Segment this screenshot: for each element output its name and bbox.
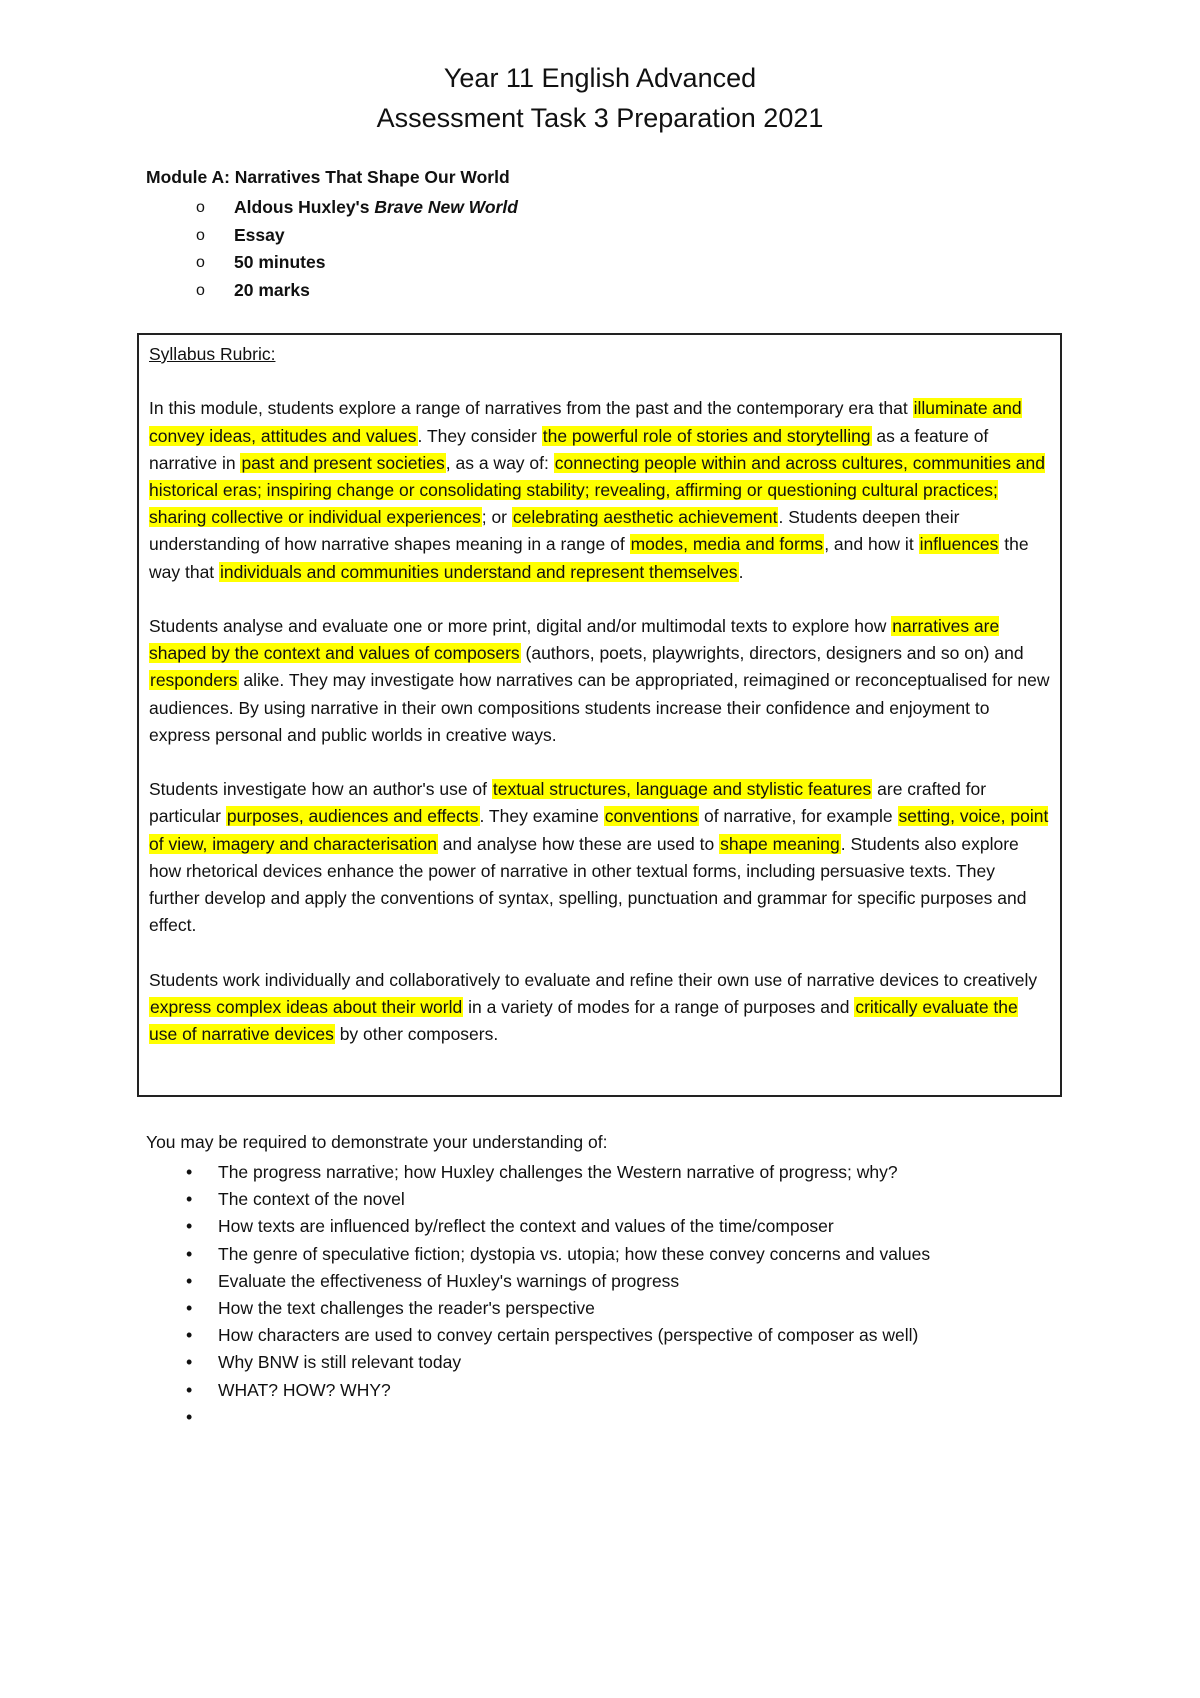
highlighted-text: illuminate and convey ideas, attitudes and values	[149, 398, 1022, 446]
rubric-paragraph	[149, 967, 1050, 1049]
requirement-item: • The genre of speculative fiction; dystopia vs. utopia; how these convey concerns and values	[186, 1241, 930, 1268]
rubric-text: and analyse how these are used to	[437, 833, 720, 854]
list-marker: o	[196, 226, 205, 244]
highlighted-text: setting, voice, point of view, imagery and characterisation	[149, 806, 1049, 854]
novel-title: Brave New World	[374, 197, 518, 217]
rubric-text: alike. They may investigate how narratives can be appropriated, reimagined or reconceptualised for new audiences. By using narrative in their own compositions students increase their confidence and enjoyment to express personal and public worlds in creative ways.	[149, 670, 1050, 745]
requirement-item	[186, 1404, 930, 1431]
module-detail-text: 50 minutes	[234, 252, 326, 272]
rubric-text: as a feature of narrative in	[149, 425, 989, 473]
rubric-text: ; or	[481, 507, 512, 528]
requirements-list	[186, 1159, 930, 1431]
rubric-text: Students work individually and collaboratively to evaluate and refine their own use of narrative devices to creatively	[149, 969, 1038, 990]
requirements-lead: You may be required to demonstrate your understanding of:	[146, 1132, 608, 1152]
rubric-text: .	[738, 561, 744, 582]
rubric-paragraph	[149, 395, 1050, 585]
highlighted-text: responders	[150, 670, 238, 691]
highlighted-text: past and present societies	[241, 452, 445, 473]
module-detail-text: Essay	[234, 224, 285, 245]
requirement-item: • The context of the novel	[186, 1186, 930, 1213]
syllabus-rubric-box	[137, 333, 1062, 1097]
rubric-text: are crafted for particular	[149, 779, 987, 827]
rubric-text: . They consider	[417, 425, 542, 446]
rubric-text: (authors, poets, playwrights, directors, designers and so on) and	[520, 643, 1024, 664]
highlighted-text: express complex ideas about their world	[150, 996, 463, 1017]
page-title: Year 11 English Advanced	[443, 63, 757, 93]
rubric-text: . Students also explore how rhetorical devices enhance the power of narrative in other textual forms, including persuasive texts. They further develop and apply the conventions of syntax, spelling, punctuation and grammar for specific purposes and effect.	[149, 833, 1027, 936]
rubric-text: , as a way of:	[445, 452, 554, 473]
highlighted-text: conventions	[604, 806, 699, 827]
requirement-item: • The progress narrative; how Huxley challenges the Western narrative of progress; why?	[186, 1159, 930, 1186]
highlighted-text: critically evaluate the use of narrative devices	[149, 996, 1018, 1045]
requirement-item: • How characters are used to convey certain perspectives (perspective of composer as well)	[186, 1322, 930, 1349]
module-detail-text: Aldous Huxley's	[234, 197, 375, 217]
rubric-text: . They examine	[479, 806, 604, 827]
page-subtitle: Assessment Task 3 Preparation 2021	[376, 103, 824, 133]
rubric-text: , and how it	[824, 534, 919, 555]
rubric-content	[149, 341, 1050, 1075]
rubric-text: . Students deepen their understanding of how narrative shapes meaning in a range of	[149, 507, 960, 555]
rubric-text: the way that	[149, 534, 1029, 582]
rubric-text: Students investigate how an author's use of	[149, 779, 492, 800]
list-marker: o	[196, 281, 205, 299]
module-detail-item	[196, 222, 518, 250]
rubric-paragraph	[149, 776, 1050, 939]
rubric-paragraph	[149, 613, 1050, 749]
highlighted-text: modes, media and forms	[630, 534, 824, 555]
module-detail-item	[196, 249, 518, 277]
rubric-text: by other composers.	[334, 1024, 499, 1045]
module-detail-item	[196, 277, 518, 305]
highlighted-text: individuals and communities understand and represent themselves	[220, 561, 738, 582]
rubric-heading: Syllabus Rubric:	[149, 344, 276, 364]
module-details-list	[196, 194, 518, 304]
requirement-item: • WHAT? HOW? WHY?	[186, 1377, 930, 1404]
highlighted-text: purposes, audiences and effects	[226, 806, 479, 827]
module-detail-item	[196, 194, 518, 222]
module-heading: Module A: Narratives That Shape Our World	[146, 167, 510, 187]
highlighted-text: shape meaning	[720, 833, 840, 854]
requirement-item: • How texts are influenced by/reflect the context and values of the time/composer	[186, 1213, 930, 1240]
requirement-item: • Why BNW is still relevant today	[186, 1349, 930, 1376]
highlighted-text: the powerful role of stories and storytelling	[542, 425, 871, 446]
highlighted-text: influences	[919, 534, 999, 555]
highlighted-text: connecting people within and across cultures, communities and historical eras; inspiring change or consolidating stability; revealing, affirming or questioning cultural practices; sharing collective or individual experiences	[149, 452, 1046, 528]
highlighted-text: narratives are shaped by the context and values of composers	[149, 616, 1000, 664]
rubric-text: of narrative, for example	[699, 806, 898, 827]
highlighted-text: textual structures, language and stylistic features	[492, 779, 872, 800]
highlighted-text: celebrating aesthetic achievement	[512, 507, 778, 528]
rubric-text: in a variety of modes for a range of purposes and	[463, 996, 855, 1017]
rubric-text: Students analyse and evaluate one or more print, digital and/or multimodal texts to explore how	[149, 616, 892, 636]
rubric-text: In this module, students explore a range of narratives from the past and the contemporary era that	[149, 398, 913, 419]
list-marker: o	[196, 254, 205, 271]
module-detail-text: 20 marks	[234, 279, 310, 300]
requirement-item: • Evaluate the effectiveness of Huxley's warnings of progress	[186, 1268, 930, 1295]
list-marker: o	[196, 199, 205, 216]
requirement-item: • How the text challenges the reader's perspective	[186, 1295, 930, 1322]
